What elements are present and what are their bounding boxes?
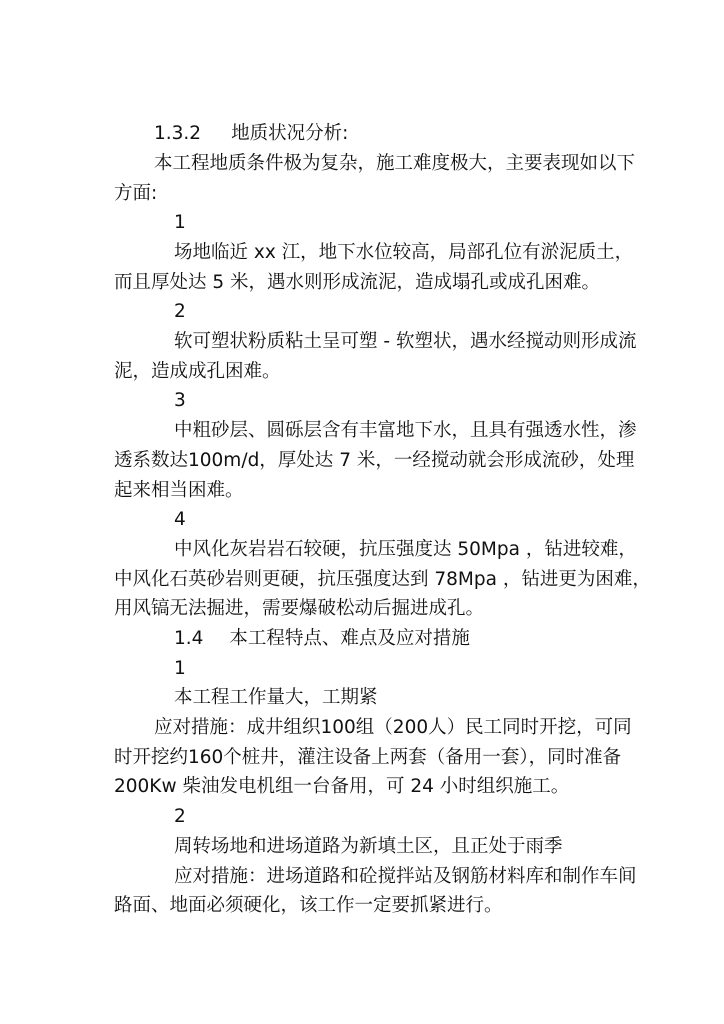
list-number: 2	[174, 301, 186, 322]
paragraph-line: 本工程地质条件极为复杂，施工难度极大，主要表现如以下	[154, 153, 636, 174]
section-heading-1-4	[174, 624, 470, 654]
list-number: 1	[174, 658, 186, 679]
section-title: 本工程特点、难点及应对措施	[229, 628, 470, 649]
paragraph-line: 应对措施：进场道路和砼搅拌站及钢筋材料库和制作车间	[174, 866, 637, 887]
paragraph-line: 软可塑状粉质粘土呈可塑 - 软塑状，遇水经搅动则形成流	[174, 331, 637, 352]
paragraph-line: 方面:	[114, 183, 158, 204]
list-number: 4	[174, 509, 186, 530]
paragraph-line: 场地临近 xx 江，地下水位较高，局部孔位有淤泥质土，	[174, 242, 634, 263]
paragraph-line: 泥，造成成孔困难。	[114, 361, 281, 382]
paragraph-line: 而且厚处达 5 米，遇水则形成流泥，造成塌孔或成孔困难。	[114, 272, 601, 293]
section-title: 地质状况分析:	[231, 123, 349, 144]
paragraph-line: 本工程工作量大，工期紧	[174, 687, 378, 708]
paragraph-line: 中风化石英砂岩则更硬，抗压强度达到 78Mpa ，钻进更为困难，	[114, 569, 651, 590]
paragraph-line: 路面、地面必须硬化，该工作一定要抓紧进行。	[114, 895, 503, 916]
section-number: 1.3.2	[154, 123, 202, 144]
paragraph-line: 时开挖约160个桩井，灌注设备上两套（备用一套），同时准备	[114, 747, 622, 768]
paragraph-line: 周转场地和进场道路为新填土区，且正处于雨季	[174, 836, 563, 857]
paragraph-line: 200Kw 柴油发电机组一台备用，可 24 小时组织施工。	[114, 776, 570, 797]
paragraph-line: 用风镐无法掘进，需要爆破松动后掘进成孔。	[114, 598, 485, 619]
list-number: 3	[174, 390, 186, 411]
paragraph-line: 中粗砂层、圆砾层含有丰富地下水，且具有强透水性，渗	[174, 420, 637, 441]
section-heading-1-3-2	[154, 119, 348, 149]
list-number: 1	[174, 212, 186, 233]
paragraph-line: 起来相当困难。	[114, 480, 244, 501]
section-number: 1.4	[174, 628, 204, 649]
paragraph-line: 中风化灰岩岩石较硬，抗压强度达 50Mpa ，钻进较难，	[174, 539, 637, 560]
paragraph-line: 应对措施：成井组织100组（200人）民工同时开挖，可同	[154, 717, 632, 738]
paragraph-line: 透系数达100m/d，厚处达 7 米，一经搅动就会形成流砂，处理	[114, 450, 635, 471]
list-number: 2	[174, 806, 186, 827]
